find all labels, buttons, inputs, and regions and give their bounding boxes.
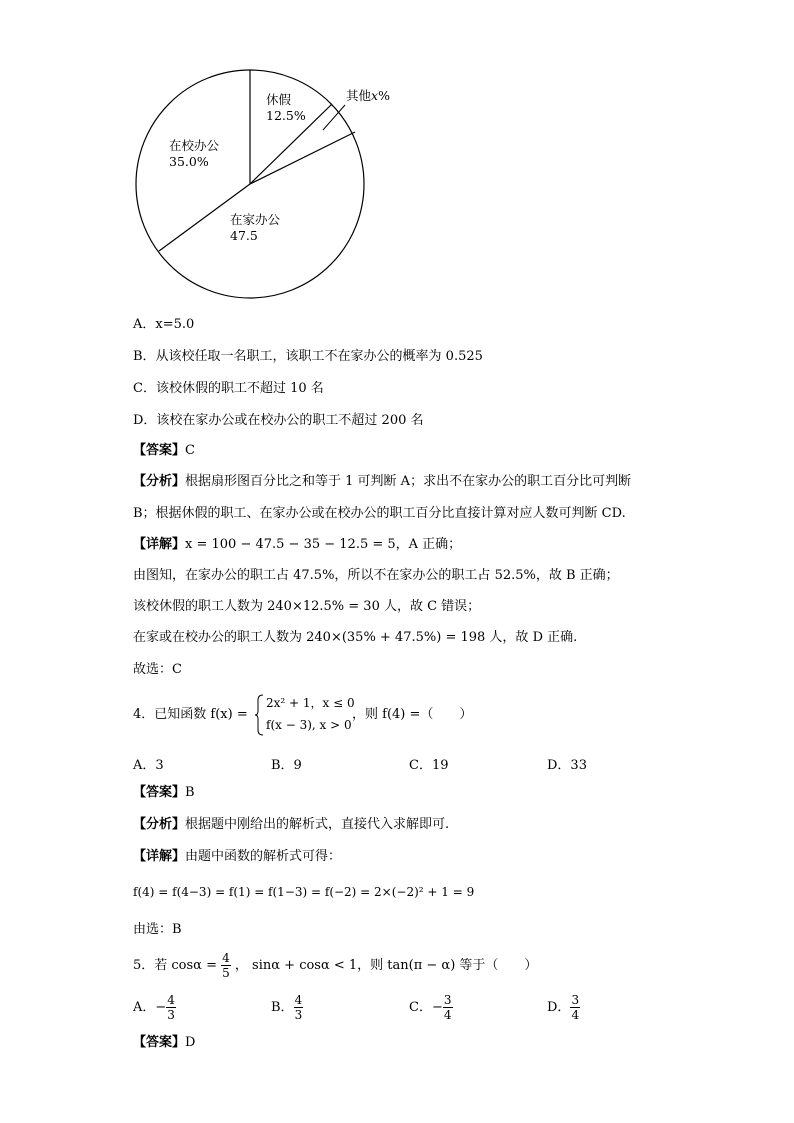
q4-case-2: f(x − 3), x > 0	[266, 718, 352, 732]
q3-option-a: A．x=5.0	[133, 317, 195, 332]
q3-analysis-1: 【分析】根据扇形图百分比之和等于 1 可判断 A；求出不在家办公的职工百分比可判断	[133, 474, 632, 489]
q5-answer: 【答案】D	[133, 1035, 196, 1050]
q5-fraction: $\frac{4}{5}$	[222, 951, 230, 980]
q4-case-1: 2x² + 1，x ≤ 0	[266, 696, 355, 710]
q4-analysis: 【分析】根据题中刚给出的解析式，直接代入求解即可.	[133, 817, 450, 832]
q3-detail-4: 在家或在校办公的职工人数为 240×(35% + 47.5%) = 198 人，故 D 正确.	[133, 630, 578, 645]
q3-answer: 【答案】C	[133, 443, 195, 458]
q5-option-d: D． $\frac{3}{4}$	[547, 993, 580, 1022]
q3-detail-1: 【详解】x = 100 − 47.5 − 35 − 12.5 = 5，A 正确；	[133, 537, 462, 552]
pie-label-other: 其他x%	[346, 88, 390, 103]
pie-label-home: 在家办公 47.5	[230, 212, 281, 243]
q5-option-a: A．− $\frac{4}{3}$	[133, 993, 175, 1022]
q5-option-c: C．− $\frac{3}{4}$	[409, 993, 452, 1022]
q4-formula: f(4) = f(4−3) = f(1) = f(1−3) = f(−2) = 2×(−2)² + 1 = 9	[133, 885, 475, 899]
q4-option-a: A．3	[133, 758, 164, 773]
pie-chart-svg	[130, 68, 400, 308]
q4-stem-pre: 4．已知函数 f(x) =	[133, 707, 248, 722]
pie-label-school: 在校办公 35.0%	[169, 138, 220, 169]
q3-option-c: C．该校休假的职工不超过 10 名	[133, 381, 324, 396]
q5-option-b: B． $\frac{4}{3}$	[271, 993, 303, 1022]
q4-answer: 【答案】B	[133, 785, 195, 800]
q4-choose: 由选：B	[133, 922, 182, 937]
pie-label-vacation: 休假 12.5%	[266, 92, 306, 123]
q4-brace	[254, 694, 264, 736]
q3-analysis-2: B；根据休假的职工、在家办公或在校办公的职工百分比直接计算对应人数可判断 CD.	[133, 506, 626, 521]
q4-detail: 【详解】由题中函数的解析式可得：	[133, 849, 342, 864]
q4-stem-post: ，则 f(4) =（ ）	[352, 707, 473, 722]
q3-choose: 故选：C	[133, 662, 182, 677]
pie-divider-other	[250, 132, 355, 184]
q3-option-b: B．从该校任取一名职工，该职工不在家办公的概率为 0.525	[133, 349, 483, 364]
q3-detail-2: 由图知，在家办公的职工占 47.5%，所以不在家办公的职工占 52.5%，故 B 正确；	[133, 568, 619, 583]
pie-chart	[130, 68, 400, 308]
q4-option-d: D．33	[547, 758, 587, 773]
q4-option-c: C．19	[409, 758, 449, 773]
q3-detail-3: 该校休假的职工人数为 240×12.5% = 30 人，故 C 错误；	[133, 599, 481, 614]
q3-option-d: D．该校在家办公或在校办公的职工不超过 200 名	[133, 413, 424, 428]
q4-option-b: B．9	[271, 758, 302, 773]
q5-stem: 5．若 cosα = $\frac{4}{5}$ ， sinα + cosα < 1，则 tan(π − α) 等于（ ）	[133, 951, 538, 980]
